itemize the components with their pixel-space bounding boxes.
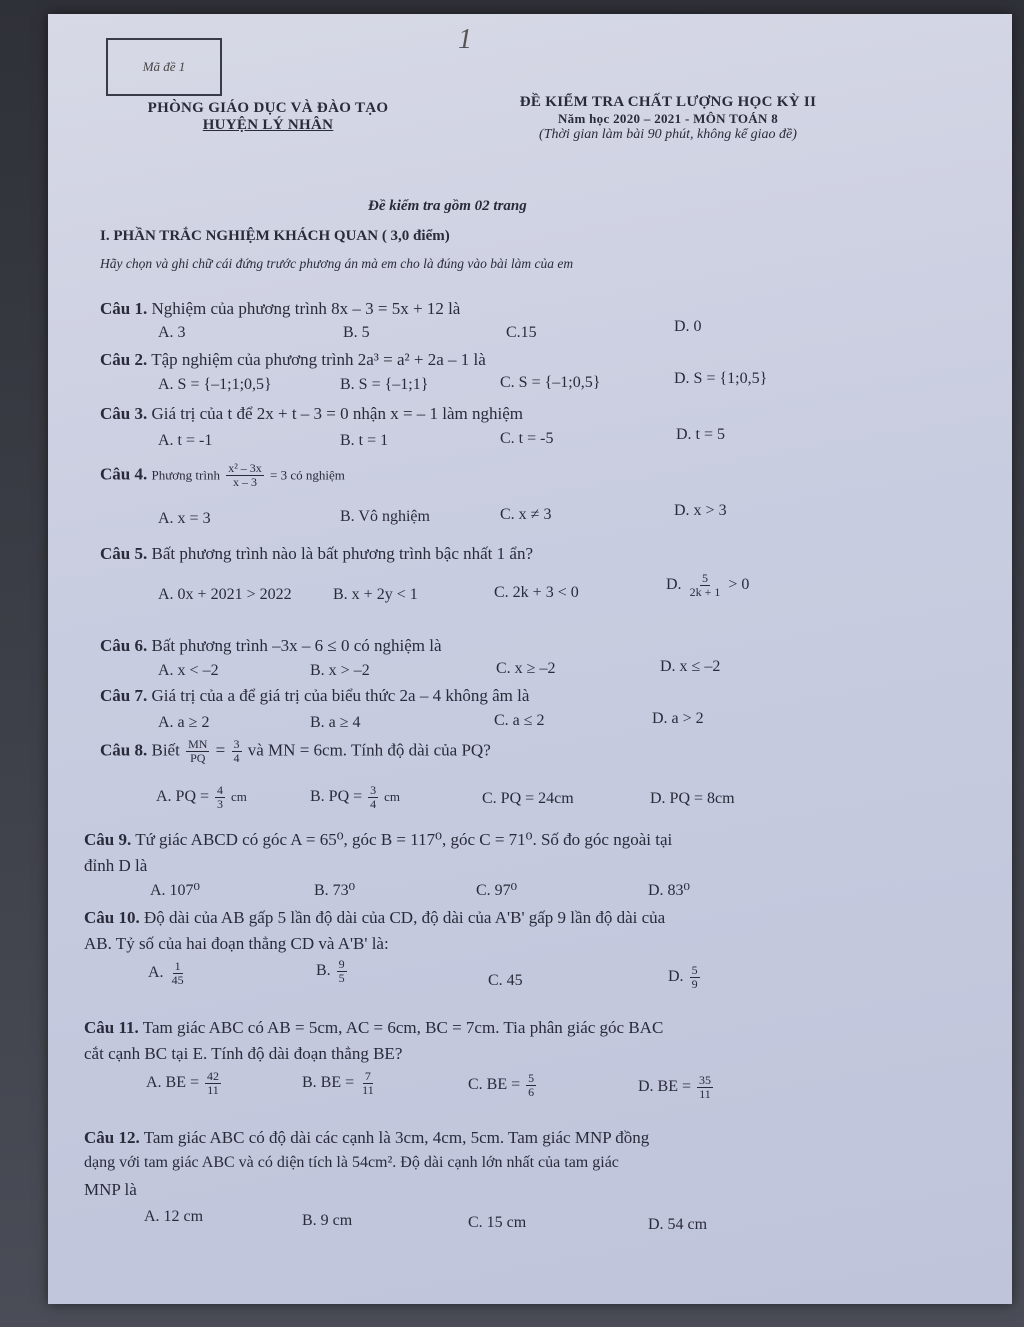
- question-label: Câu 12.: [84, 1128, 140, 1147]
- department-name: [103, 100, 433, 134]
- option-d: D. 54 cm: [648, 1216, 708, 1233]
- fraction-denominator: x – 3: [232, 475, 257, 489]
- fraction: [205, 1070, 221, 1097]
- question-7: [100, 686, 529, 706]
- option-c: C. x ≠ 3: [500, 506, 552, 523]
- department-line1: PHÒNG GIÁO DỤC VÀ ĐÀO TẠO: [147, 100, 389, 116]
- fraction-numerator: 5: [701, 571, 708, 585]
- question-2: [100, 350, 486, 370]
- fraction-denominator: 5: [338, 971, 345, 985]
- equals-sign: =: [215, 740, 226, 760]
- exam-sheet: [48, 14, 1012, 1304]
- fraction: [170, 960, 186, 987]
- option-b: B. 9 cm: [302, 1212, 353, 1229]
- option-d: D. PQ = 8cm: [650, 790, 735, 807]
- option-c: C. BE = $\frac{5}{6}$: [468, 1071, 535, 1099]
- fraction-denominator: 2k + 1: [689, 585, 721, 599]
- option-a: A. 107⁰: [150, 882, 200, 899]
- option-b: B. x > –2: [310, 662, 370, 679]
- fraction-numerator: 35: [699, 1073, 712, 1087]
- fraction-numerator: 4: [217, 783, 224, 797]
- option-b: B. 73⁰: [314, 882, 356, 899]
- fraction-denominator: PQ: [190, 751, 206, 765]
- fraction: [186, 738, 209, 765]
- option-a: A. 12 cm: [144, 1208, 204, 1225]
- school-year: Năm học 2020 – 2021 - MÔN TOÁN 8: [557, 111, 778, 126]
- question-12: [84, 1128, 649, 1148]
- question-label: Câu 1.: [100, 299, 148, 318]
- time-note: (Thời gian làm bài 90 phút, không kể giao đề): [539, 127, 797, 142]
- question-6: [100, 636, 442, 656]
- option-c: C. a ≤ 2: [494, 712, 545, 729]
- option-a: A. S = {–1;1;0,5}: [158, 376, 272, 393]
- option-b: [310, 784, 400, 811]
- option-b: B. t = 1: [340, 432, 389, 449]
- question-text-pre: Phương trình: [151, 467, 220, 483]
- option-c: C. S = {–1;0,5}: [500, 374, 601, 391]
- question-label: Câu 2.: [100, 350, 148, 369]
- question-text: Giá trị của t để 2x + t – 3 = 0 nhận x = – 1 làm nghiệm: [151, 404, 524, 423]
- option-a-pre: A. PQ =: [156, 788, 210, 806]
- fraction-numerator: 42: [207, 1069, 220, 1083]
- fraction-denominator: 9: [691, 977, 698, 991]
- option-c: C. t = -5: [500, 430, 554, 447]
- question-label: Câu 7.: [100, 686, 148, 705]
- question-11: [84, 1018, 663, 1038]
- fraction: [232, 738, 242, 765]
- question-4: [100, 462, 345, 489]
- question-text: Bất phương trình –3x – 6 ≤ 0 có nghiệm là: [151, 636, 442, 655]
- option-b: B. Vô nghiệm: [340, 508, 430, 525]
- question-text: Tam giác ABC có độ dài các cạnh là 3cm, 4cm, 5cm. Tam giác MNP đồng: [143, 1128, 650, 1147]
- fraction-denominator: 11: [362, 1083, 374, 1097]
- question-label: Câu 3.: [100, 404, 148, 423]
- fraction: [226, 462, 264, 489]
- option-c: C.15: [506, 324, 537, 341]
- question-text-post: và MN = 6cm. Tính độ dài của PQ?: [247, 740, 491, 760]
- option-a: A. 3: [158, 324, 186, 341]
- option-d: D. a > 2: [652, 710, 704, 727]
- option-c: C. 45: [488, 972, 523, 989]
- question-text-post: = 3 có nghiệm: [270, 467, 345, 483]
- fraction: [215, 784, 225, 811]
- option-d: D. S = {1;0,5}: [674, 370, 768, 387]
- question-text: Giá trị của a để giá trị của biểu thức 2a – 4 không âm là: [151, 686, 530, 705]
- question-text-line2: dạng với tam giác ABC và có diện tích là 54cm². Độ dài cạnh lớn nhất của tam giác: [84, 1154, 619, 1171]
- fraction-numerator: 1: [174, 959, 181, 973]
- option-a: A. a ≥ 2: [158, 714, 210, 731]
- question-text-line3: MNP là: [84, 1180, 137, 1199]
- fraction-numerator: 9: [338, 957, 345, 971]
- fraction-denominator: 4: [370, 797, 377, 811]
- question-text-line2: đỉnh D là: [84, 856, 148, 875]
- exam-code-box: [106, 38, 222, 96]
- question-text: Bất phương trình nào là bất phương trình bậc nhất 1 ẩn?: [151, 544, 533, 563]
- option-b: B. a ≥ 4: [310, 714, 361, 731]
- option-d: D. BE = $\frac{35}{11}$: [638, 1073, 712, 1101]
- fraction-numerator: MN: [188, 737, 208, 751]
- fraction-denominator: 11: [699, 1087, 711, 1101]
- fraction: [337, 958, 347, 985]
- question-10: [84, 908, 665, 928]
- question-text: Tứ giác ABCD có góc A = 65⁰, góc B = 117⁰, góc C = 71⁰. Số đo góc ngoài tại: [135, 830, 673, 849]
- fraction-numerator: 3: [233, 737, 240, 751]
- option-d: D. x ≤ –2: [660, 658, 721, 675]
- district-line: HUYỆN LÝ NHÂN: [202, 117, 334, 133]
- option-c: C. 15 cm: [468, 1214, 527, 1231]
- option-d: [666, 572, 749, 599]
- option-b-pre: B. PQ =: [310, 788, 363, 806]
- option-d: D. x > 3: [674, 502, 727, 519]
- question-text: Nghiệm của phương trình 8x – 3 = 5x + 12 là: [151, 299, 461, 318]
- fraction-denominator: 6: [528, 1085, 535, 1099]
- option-a: A. x < –2: [158, 662, 219, 679]
- fraction-numerator: 3: [370, 783, 377, 797]
- fraction: [368, 784, 378, 811]
- question-label: Câu 5.: [100, 544, 148, 563]
- option-b: B. BE = $\frac{7}{11}$: [302, 1069, 374, 1097]
- fraction: [690, 964, 700, 991]
- option-d: D. 0: [674, 318, 702, 335]
- fraction-numerator: x² – 3x: [228, 461, 262, 475]
- question-text-line2: cắt cạnh BC tại E. Tính độ dài đoạn thẳng BE?: [84, 1044, 403, 1063]
- fraction-denominator: 4: [233, 751, 240, 765]
- option-a: A. x = 3: [158, 510, 211, 527]
- option-b-unit: cm: [384, 789, 401, 805]
- fraction-numerator: 5: [691, 963, 698, 977]
- option-a: A. BE = $\frac{42}{11}$: [146, 1069, 220, 1097]
- fraction-numerator: 7: [364, 1069, 371, 1083]
- option-d: D. $\frac{5}{9}$: [668, 963, 698, 991]
- question-text-pre: Biết: [151, 740, 180, 760]
- fraction: [360, 1070, 376, 1097]
- question-label: Câu 8.: [100, 740, 148, 760]
- question-text: Độ dài của AB gấp 5 lần độ dài của CD, độ dài của A'B' gấp 9 lần độ dài của: [143, 908, 666, 927]
- fraction: [688, 572, 723, 599]
- section-title: I. PHẦN TRẮC NGHIỆM KHÁCH QUAN ( 3,0 điểm): [100, 228, 450, 244]
- option-b: B. 5: [343, 324, 370, 341]
- fraction-denominator: 45: [171, 973, 184, 987]
- option-b: B. $\frac{9}{5}$: [316, 957, 345, 985]
- question-label: Câu 4.: [100, 464, 148, 484]
- question-8: [100, 738, 491, 765]
- fraction-numerator: 5: [528, 1071, 535, 1085]
- option-c: C. 97⁰: [476, 882, 518, 899]
- fraction-denominator: 3: [217, 797, 224, 811]
- question-text: Tam giác ABC có AB = 5cm, AC = 6cm, BC = 7cm. Tia phân giác góc BAC: [142, 1018, 664, 1037]
- exam-title-block: [458, 94, 878, 143]
- option-c: C. x ≥ –2: [496, 660, 556, 677]
- question-1: [100, 299, 460, 319]
- pages-note: Đề kiểm tra gồm 02 trang: [368, 198, 527, 214]
- option-a: [156, 784, 247, 811]
- section-instruction: Hãy chọn và ghi chữ cái đứng trước phương án mà em cho là đúng vào bài làm của em: [100, 256, 574, 271]
- option-c: C. 2k + 3 < 0: [494, 584, 579, 601]
- fraction-denominator: 11: [207, 1083, 219, 1097]
- question-label: Câu 9.: [84, 830, 132, 849]
- option-b: B. S = {–1;1}: [340, 376, 429, 393]
- fraction: [526, 1072, 536, 1099]
- option-d-label: D.: [666, 576, 682, 594]
- question-label: Câu 6.: [100, 636, 148, 655]
- question-9: [84, 830, 672, 850]
- exam-title: ĐỀ KIỂM TRA CHẤT LƯỢNG HỌC KỲ II: [519, 94, 817, 110]
- option-d-post: > 0: [728, 576, 750, 594]
- option-b: B. x + 2y < 1: [333, 586, 418, 603]
- option-d: D. 83⁰: [648, 882, 690, 899]
- question-label: Câu 10.: [84, 908, 140, 927]
- page-number-mark: 1: [458, 24, 472, 55]
- option-c: C. PQ = 24cm: [482, 790, 574, 807]
- exam-code: Mã đề 1: [142, 59, 186, 74]
- option-d: D. t = 5: [676, 426, 726, 443]
- question-3: [100, 404, 523, 424]
- fraction: [697, 1074, 713, 1101]
- question-text: Tập nghiệm của phương trình 2a³ = a² + 2a – 1 là: [151, 350, 486, 369]
- option-a: A. $\frac{1}{45}$: [148, 959, 184, 987]
- question-label: Câu 11.: [84, 1018, 139, 1037]
- question-5: [100, 544, 533, 564]
- option-a: A. 0x + 2021 > 2022: [158, 586, 292, 603]
- option-a-unit: cm: [231, 789, 247, 805]
- option-a: A. t = -1: [158, 432, 213, 449]
- question-text-line2: AB. Tỷ số của hai đoạn thẳng CD và A'B' là:: [84, 934, 389, 953]
